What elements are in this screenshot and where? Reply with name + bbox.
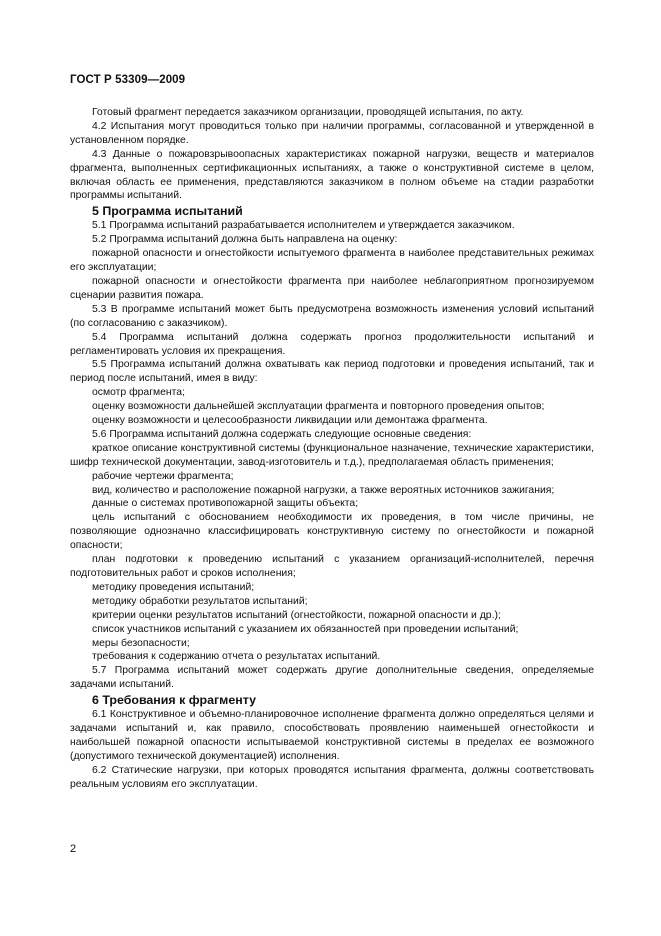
list-item: пожарной опасности и огнестойкости испытуемого фрагмента в наиболее представительных режимах его эксплуатации; (70, 248, 594, 274)
list-item: меры безопасности; (92, 637, 190, 649)
list-item: рабочие чертежи фрагмента; (92, 470, 234, 482)
document-header: ГОСТ Р 53309—2009 (70, 74, 186, 86)
list-item: краткое описание конструктивной системы (функциональное назначение, технические характеристики, шифр технической документации, завод-изготовитель и т.д.), предполагаемая область применения; (70, 442, 594, 468)
section-5-heading: 5 Программа испытаний (92, 204, 243, 219)
list-item: методику проведения испытаний; (92, 581, 255, 593)
paragraph: 5.1 Программа испытаний разрабатывается исполнителем и утверждается заказчиком. (92, 220, 515, 232)
list-item: план подготовки к проведению испытаний с указанием организаций-исполнителей, перечня подготовительных работ и сроков исполнения; (70, 554, 594, 579)
paragraph: 5.3 В программе испытаний может быть предусмотрена возможность изменения условий испытаний (по согласованию с заказчиком). (70, 303, 594, 329)
page-number: 2 (70, 843, 77, 855)
list-item: данные о системах противопожарной защиты объекта; (92, 498, 359, 510)
paragraph: 6.2 Статические нагрузки, при которых проводятся испытания фрагмента, должны соответствовать реальным условиям его эксплуатации. (70, 764, 594, 790)
list-item: оценку возможности дальнейшей эксплуатации фрагмента и повторного проведения опытов; (92, 401, 545, 413)
paragraph: 6.1 Конструктивное и объемно-планировочное исполнение фрагмента должно определяться целями и задачами испытаний и, как правило, способствовать проявлению наименьшей огнестойкости и наибольшей пожарной опасности испытываемой конструктивной системы в пределах ее возможного (допустимого технической документацией) исполнения. (70, 709, 594, 762)
list-item: список участников испытаний с указанием их обязанностей при проведении испытаний; (92, 623, 519, 635)
list-item: вид, количество и расположение пожарной нагрузки, а также вероятных источников зажигания; (92, 484, 555, 496)
paragraph: 5.6 Программа испытаний должна содержать следующие основные сведения: (92, 428, 472, 440)
document-body (70, 106, 594, 792)
paragraph: 4.2 Испытания могут проводиться только при наличии программы, согласованной и утвержденной в установленном порядке. (70, 120, 594, 146)
section-6-heading: 6 Требования к фрагменту (92, 693, 256, 708)
paragraph: 5.5 Программа испытаний должна охватывать как период подготовки и проведения испытаний, так и период после испытаний, имея в виду: (70, 359, 594, 385)
list-item: пожарной опасности и огнестойкости фрагмента при наиболее неблагоприятном прогнозируемом сценарии развития пожара. (70, 275, 594, 301)
list-item: цель испытаний с обоснованием необходимости их проведения, в том числе причины, не позволяющие однозначно классифицировать конструктивную систему по огнестойкости и пожарной опасности; (70, 512, 594, 552)
paragraph: 5.7 Программа испытаний может содержать другие дополнительные сведения, определяемые задачами испытаний. (70, 665, 594, 691)
paragraph: 5.2 Программа испытаний должна быть направлена на оценку: (92, 234, 398, 246)
paragraph: Готовый фрагмент передается заказчиком организации, проводящей испытания, по акту. (92, 107, 524, 118)
paragraph: 5.4 Программа испытаний должна содержать прогноз продолжительности испытаний и регламентировать условия их прекращения. (70, 331, 594, 357)
list-item: требования к содержанию отчета о результатах испытаний. (92, 651, 381, 663)
list-item: оценку возможности и целесообразности ликвидации или демонтажа фрагмента. (92, 415, 488, 427)
list-item: критерии оценки результатов испытаний (огнестойкости, пожарной опасности и др.); (92, 609, 501, 621)
list-item: осмотр фрагмента; (92, 387, 185, 399)
list-item: методику обработки результатов испытаний; (92, 595, 308, 607)
paragraph: 4.3 Данные о пожаровзрывоопасных характеристиках пожарной нагрузки, веществ и материалов фрагмента, выполненных сертификационных испытаниях, а также о конструктивной системе в целом, включая область ее применения, представляются заказчиком в полном объеме на стадии разработки программы испытаний. (70, 148, 594, 202)
